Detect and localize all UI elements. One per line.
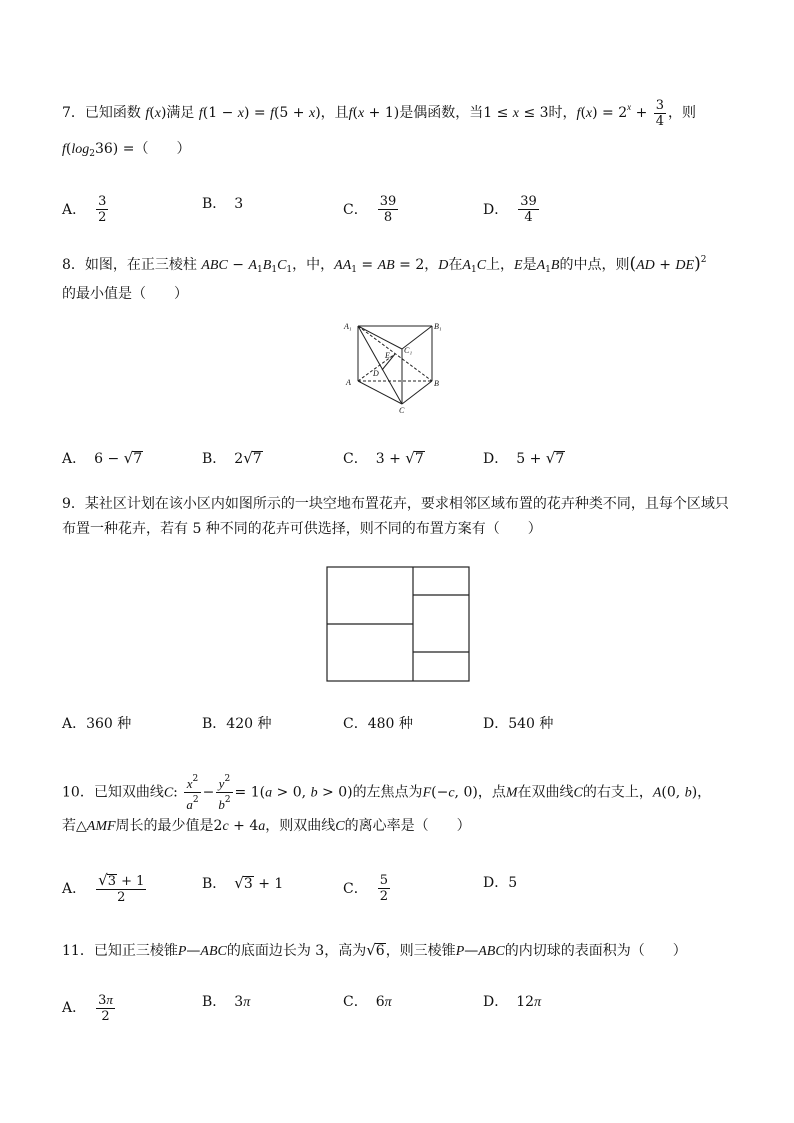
q9-option-b[interactable]: B．420 种: [202, 716, 272, 732]
q10-line1: 10．已知双曲线C: $\frac{x^2}{a^2}$ − $\frac{y^2}{b^2}$ = 1(a > 0, b > 0)的左焦点为F(−c, 0)，点M在双曲线C的右支上，A(0, b)，: [62, 774, 712, 812]
q8-line2: 的最小值是（ ）: [62, 286, 188, 302]
label-d: D: [373, 369, 379, 378]
q7-line1: 7．已知函数 f(x)满足 f(1 − x) = f(5 + x)，且f(x + 1)是偶函数，当1 ≤ x ≤ 3时，$f(x) = 2^x$ + $\frac{3}{4}$ ，则: [62, 97, 697, 129]
q10-line2: 若△AMF周长的最少值是2c + 4a，则双曲线C的离心率是（ ）: [62, 818, 471, 834]
q7-option-b[interactable]: B． 3: [202, 196, 244, 212]
q8-option-d[interactable]: D． 5 + √7: [483, 449, 565, 467]
label-b: B: [434, 379, 439, 388]
q7-option-a[interactable]: A． $\frac{3}{2}$: [62, 194, 107, 225]
q10-option-a[interactable]: A． $\frac{√3 + 1}{2}$: [62, 871, 145, 905]
prism-figure: [340, 318, 450, 416]
label-c: C: [399, 406, 405, 415]
q9-line1: 9．某社区计划在该小区内如图所示的一块空地布置花卉，要求相邻区域布置的花卉种类不同，且每个区域只: [62, 496, 729, 512]
q11-option-b[interactable]: B． 3π: [202, 994, 251, 1010]
q8-option-c[interactable]: C． 3 + √7: [343, 449, 424, 467]
q11-line1: 11．已知正三棱锥P—ABC的底面边长为 3，高为√6，则三棱锥P—ABC的内切球的表面积为（ ）: [62, 941, 687, 959]
q10-option-d[interactable]: D．5: [483, 875, 518, 891]
q7-line2: $f(\log_236)$ =（ ）: [62, 141, 191, 159]
q9-line2: 布置一种花卉，若有 5 种不同的花卉可供选择，则不同的布置方案有（ ）: [62, 521, 542, 537]
q10-option-b[interactable]: B． √3 + 1: [202, 874, 284, 892]
q11-option-a[interactable]: A． $\frac{3\pi}{2}$: [62, 992, 113, 1024]
q8-line1: 8．如图，在正三棱柱 ABC − $A_1B_1C_1$，中，$AA_1$ = AB = 2，D在$A_1C$上，E是$A_1B$的中点，则(AD + DE)$^2$: [62, 254, 707, 275]
q9-option-d[interactable]: D．540 种: [483, 716, 554, 732]
q8-option-a[interactable]: A． 6 − √7: [62, 449, 143, 467]
label-a1: A₁: [344, 322, 352, 331]
q10-option-c[interactable]: C． $\frac{5}{2}$: [343, 873, 388, 904]
q8-option-b[interactable]: B． 2√7: [202, 449, 262, 467]
q7-option-d[interactable]: D． $\frac{39}{4}$: [483, 194, 537, 225]
q11-option-d[interactable]: D． 12π: [483, 994, 542, 1010]
q9-option-a[interactable]: A．360 种: [62, 716, 132, 732]
label-b1: B₁: [434, 322, 442, 331]
label-c1: C₁: [404, 346, 413, 355]
q11-option-c[interactable]: C． 6π: [343, 994, 392, 1010]
label-a: A: [346, 378, 351, 387]
q9-option-c[interactable]: C．480 种: [343, 716, 413, 732]
q7-option-c[interactable]: C． $\frac{39}{8}$: [343, 194, 397, 225]
garden-regions-figure: [326, 566, 471, 683]
label-e: E: [385, 351, 390, 360]
